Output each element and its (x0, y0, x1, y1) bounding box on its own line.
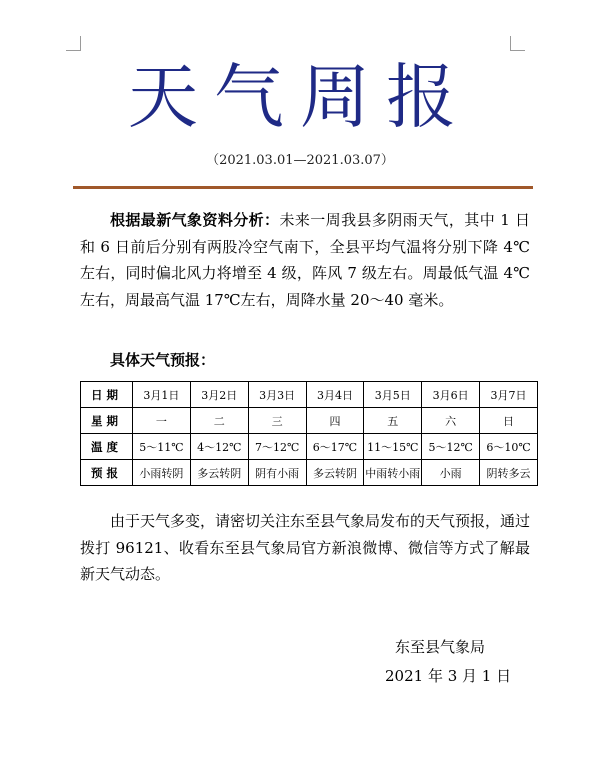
document-title: 天气周报 (128, 56, 472, 138)
table-row-temperature (81, 434, 538, 460)
title-divider (73, 186, 533, 189)
table-cell: 中雨转小雨 (364, 460, 422, 486)
intro-paragraph (80, 207, 530, 313)
forecast-subheading: 具体天气预报： (110, 351, 216, 369)
table-cell: 二 (190, 408, 248, 434)
signature-date: 2021 年 3 月 1 日 (385, 667, 512, 685)
table-cell: 小雨转阴 (133, 460, 191, 486)
date-range: （2021.03.01—2021.03.07） (206, 153, 394, 168)
table-cell: 5～12℃ (422, 434, 480, 460)
table-cell: 多云转阴 (306, 460, 364, 486)
table-cell: 3月2日 (190, 382, 248, 408)
page-corner-mark-top-right (510, 36, 525, 51)
table-cell: 3月1日 (133, 382, 191, 408)
table-cell: 3月7日 (480, 382, 538, 408)
table-cell: 6～17℃ (306, 434, 364, 460)
page-corner-mark-top-left (66, 36, 81, 51)
table-cell: 五 (364, 408, 422, 434)
table-cell: 3月5日 (364, 382, 422, 408)
table-cell: 7～12℃ (248, 434, 306, 460)
table-cell: 多云转阴 (190, 460, 248, 486)
table-cell: 3月3日 (248, 382, 306, 408)
table-cell: 四 (306, 408, 364, 434)
table-cell: 11～15℃ (364, 434, 422, 460)
signature-organization: 东至县气象局 (395, 638, 486, 656)
intro-lead: 根据最新气象资料分析： (110, 211, 280, 229)
table-row-date (81, 382, 538, 408)
table-cell: 6～10℃ (480, 434, 538, 460)
table-row-forecast (81, 460, 538, 486)
row-label-weekday: 星期 (81, 408, 133, 434)
table-cell: 阴转多云 (480, 460, 538, 486)
table-cell: 小雨 (422, 460, 480, 486)
forecast-table (80, 381, 538, 486)
row-label-forecast: 预报 (81, 460, 133, 486)
table-cell: 一 (133, 408, 191, 434)
table-cell: 4～12℃ (190, 434, 248, 460)
closing-paragraph: 由于天气多变，请密切关注东至县气象局发布的天气预报，通过拨打 96121、收看东至县气象局官方新浪微博、微信等方式了解最新天气动态。 (80, 512, 531, 583)
row-label-date: 日期 (81, 382, 133, 408)
table-cell: 三 (248, 408, 306, 434)
intro-text: 未来一周我县多阴雨天气，其中 1 日和 6 日前后分别有两股冷空气南下，全县平均气温将分别下降 4℃左右，同时偏北风力将增至 4 级，阵风 7 级左右。周最低气温 4℃左右，周最高气温 17℃左右，周降水量 20～40 毫米。 (80, 211, 530, 309)
table-cell: 阴有小雨 (248, 460, 306, 486)
table-cell: 六 (422, 408, 480, 434)
table-cell: 3月4日 (306, 382, 364, 408)
row-label-temperature: 温度 (81, 434, 133, 460)
table-cell: 3月6日 (422, 382, 480, 408)
table-cell: 5～11℃ (133, 434, 191, 460)
table-cell: 日 (480, 408, 538, 434)
table-row-weekday (81, 408, 538, 434)
